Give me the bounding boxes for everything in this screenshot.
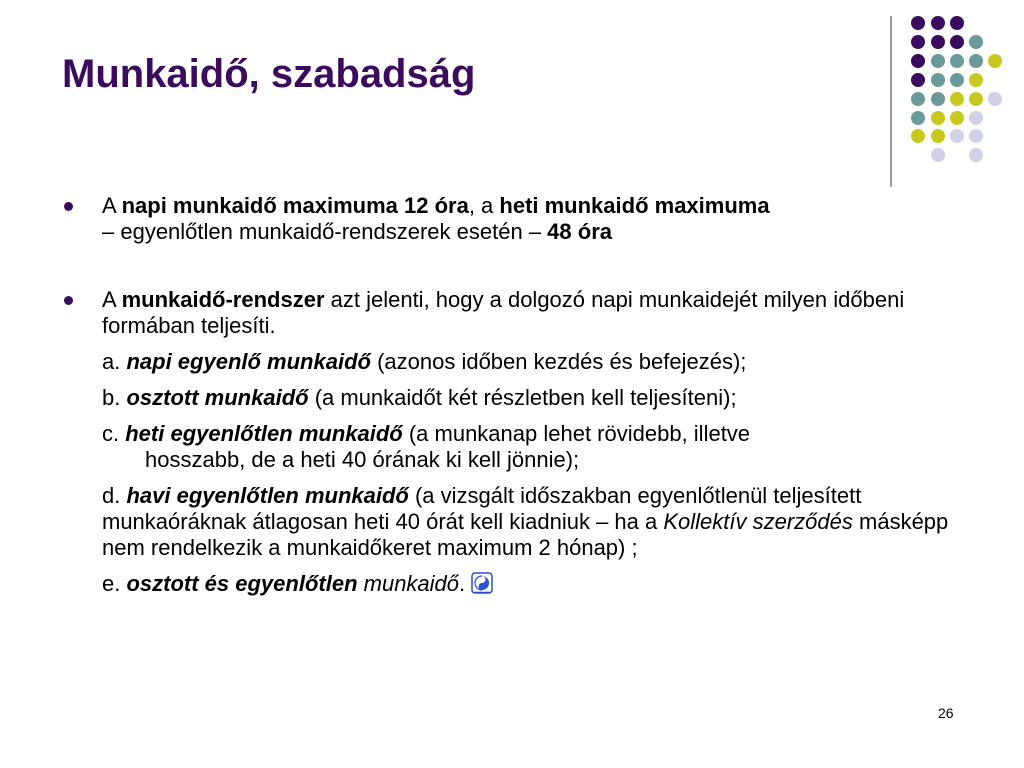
list-item-d (62, 483, 972, 561)
item-desc: (a munkaidőt két részletben kell teljesíteni); (308, 385, 737, 410)
text: azt jelenti, hogy a dolgozó napi munkaidejét milyen időbeni formában teljesíti. (102, 287, 905, 338)
decorative-dot-grid (0, 0, 1024, 200)
item-desc: (a munkanap lehet rövidebb, illetve (402, 421, 751, 446)
bold-text: napi munkaidő maximuma 12 óra (121, 193, 469, 218)
bullet-work-schedule (62, 287, 972, 339)
list-item-a (62, 349, 972, 375)
item-desc: (azonos időben kezdés és befejezés); (370, 349, 747, 374)
item-term: osztott és egyenlőtlen (126, 571, 358, 596)
item-prefix: e. (102, 571, 127, 596)
item-prefix: a. (102, 349, 127, 374)
content-body (62, 193, 972, 597)
item-prefix: c. (102, 421, 126, 446)
item-desc: . (459, 571, 472, 596)
page-number: 26 (938, 705, 954, 721)
text: , a (468, 193, 500, 218)
text: A (102, 193, 122, 218)
item-term: heti egyenlőtlen munkaidő (125, 421, 403, 446)
bullet-dot (64, 296, 73, 305)
bold-text: heti munkaidő maximuma (499, 193, 770, 218)
list-item-b (62, 385, 972, 411)
item-desc: (a vizsgált időszakban egyenlőtlenül teljesített munkaóráknak átlagosan heti 40 órát kell kiadniuk – ha a (102, 483, 862, 534)
item-desc-continued: hosszabb, de a heti 40 órának ki kell jönnie); (145, 447, 580, 472)
item-term: napi egyenlő munkaidő (126, 349, 371, 374)
bold-text: 48 óra (547, 219, 612, 244)
item-desc-continued: másképp nem rendelkezik a munkaidőkeret maximum 2 hónap) ; (102, 509, 949, 560)
bullet-dot (64, 202, 73, 211)
hyperlink-icon[interactable] (471, 572, 493, 594)
item-prefix: d. (102, 483, 127, 508)
item-italic: munkaidő (357, 571, 460, 596)
text: A (102, 287, 122, 312)
text: – egyenlőtlen munkaidő-rendszerek esetén – (102, 219, 548, 244)
item-term: havi egyenlőtlen munkaidő (126, 483, 409, 508)
bold-text: munkaidő-rendszer (121, 287, 325, 312)
list-item-c (62, 421, 972, 473)
item-prefix: b. (102, 385, 127, 410)
slide-title: Munkaidő, szabadság (62, 52, 476, 96)
list-item-e (62, 571, 972, 597)
bullet-max-working-time (62, 193, 972, 245)
item-term: osztott munkaidő (126, 385, 309, 410)
item-italic: Kollektív szerződés (663, 509, 853, 534)
